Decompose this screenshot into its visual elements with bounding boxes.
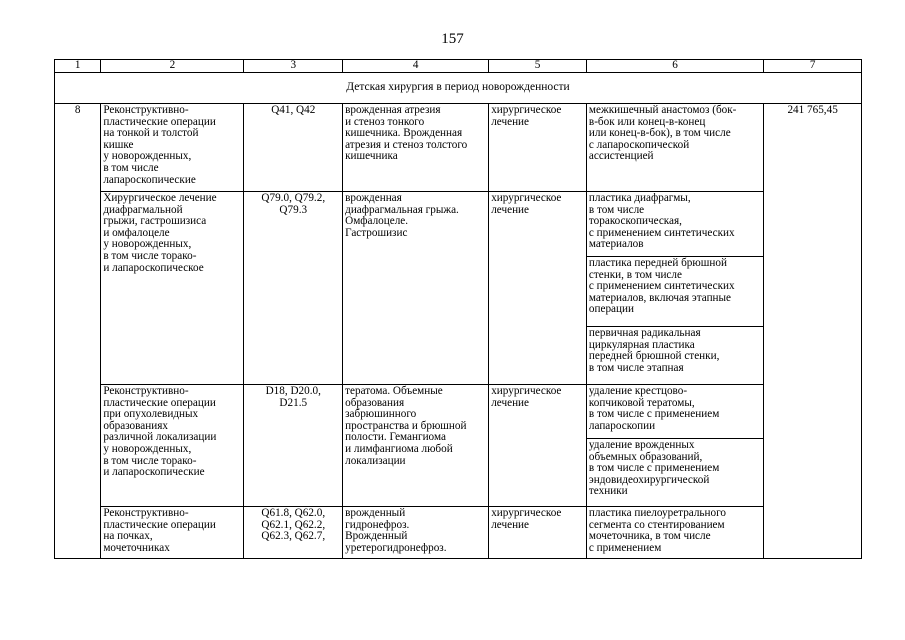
table-row [55, 104, 862, 192]
column-number: 3 [244, 60, 343, 73]
table-row [55, 507, 862, 559]
table-row [55, 385, 862, 439]
section-title: Детская хирургия в период новорожденности [55, 73, 862, 104]
price: 241 765,45 [764, 104, 862, 559]
treatment-method: удаление врожденных объемных образований, в том числе с применением эндовидеохирургической техники [586, 439, 763, 507]
treatment-type: хирургическое лечение [489, 104, 587, 192]
table-row [55, 192, 862, 257]
column-number: 2 [101, 60, 244, 73]
treatment-type: хирургическое лечение [489, 507, 587, 559]
treatment-method: межкишечный анастомоз (бок- в-бок или конец-в-конец или конец-в-бок), в том числе с лапароскопической ассистенцией [586, 104, 763, 192]
procedure-name: Реконструктивно- пластические операции при опухолевидных образованиях различной локализации у новорожденных, в том числе торако- и лапароскопические [101, 385, 244, 507]
icd-codes: Q79.0, Q79.2, Q79.3 [244, 192, 343, 385]
patient-model: тератома. Объемные образования забрюшинного пространства и брюшной полости. Гемангиома и лимфангиома любой локализации [343, 385, 489, 507]
treatment-method: пластика передней брюшной стенки, в том числе с применением синтетических материалов, включая этапные операции [586, 257, 763, 327]
procedures-table [54, 59, 862, 559]
procedure-name: Реконструктивно- пластические операции на почках, мочеточниках [101, 507, 244, 559]
procedure-name: Хирургическое лечение диафрагмальной грыжи, гастрошизиса и омфалоцеле у новорожденных, в том числе торако- и лапароскопическое [101, 192, 244, 385]
column-number: 5 [489, 60, 587, 73]
patient-model: врожденная атрезия и стеноз тонкого кишечника. Врожденная атрезия и стеноз толстого кишечника [343, 104, 489, 192]
column-number-row [55, 60, 862, 73]
treatment-type: хирургическое лечение [489, 385, 587, 507]
patient-model: врожденная диафрагмальная грыжа. Омфалоцеле. Гастрошизис [343, 192, 489, 385]
treatment-method: удаление крестцово- копчиковой тератомы, в том числе с применением лапароскопии [586, 385, 763, 439]
page-number: 157 [441, 31, 464, 47]
treatment-method: первичная радикальная циркулярная пластика передней брюшной стенки, в том числе этапная [586, 327, 763, 385]
column-number: 6 [586, 60, 763, 73]
treatment-method: пластика диафрагмы, в том числе торакоскопическая, с применением синтетических материалов [586, 192, 763, 257]
treatment-method: пластика пиелоуретрального сегмента со стентированием мочеточника, в том числе с применением [586, 507, 763, 559]
group-number: 8 [55, 104, 101, 559]
procedure-name: Реконструктивно- пластические операции на тонкой и толстой кишке у новорожденных, в том числе лапароскопические [101, 104, 244, 192]
treatment-type: хирургическое лечение [489, 192, 587, 385]
column-number: 4 [343, 60, 489, 73]
icd-codes: D18, D20.0, D21.5 [244, 385, 343, 507]
column-number: 1 [55, 60, 101, 73]
icd-codes: Q41, Q42 [244, 104, 343, 192]
column-number: 7 [764, 60, 862, 73]
patient-model: врожденный гидронефроз. Врожденный уретерогидронефроз. [343, 507, 489, 559]
icd-codes: Q61.8, Q62.0, Q62.1, Q62.2, Q62.3, Q62.7, [244, 507, 343, 559]
section-row [55, 73, 862, 104]
